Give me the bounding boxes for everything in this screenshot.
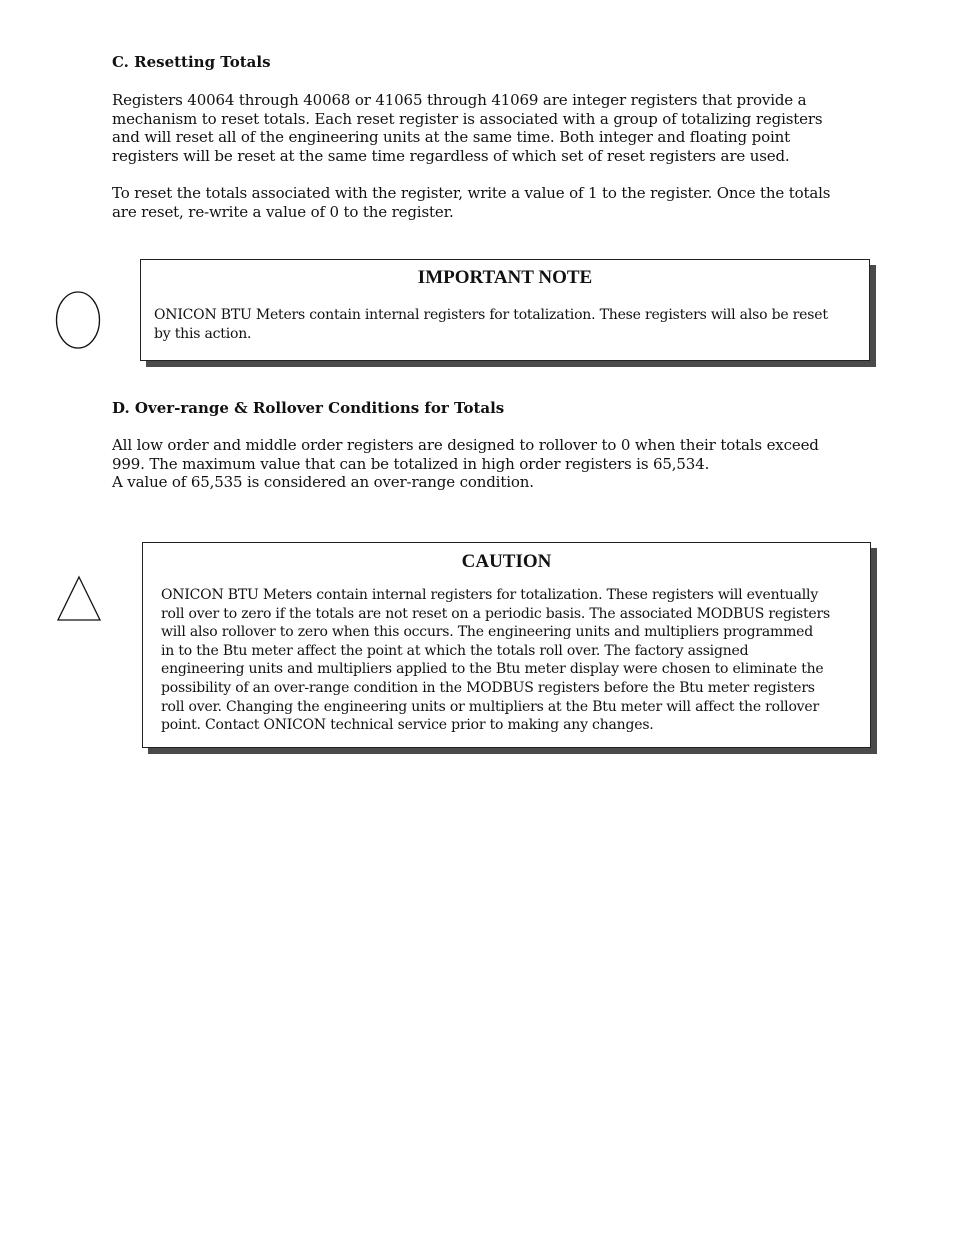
note-line: by this action. bbox=[154, 325, 252, 342]
important-note-box bbox=[140, 259, 870, 361]
note-line: ONICON BTU Meters contain internal registers for totalization. These registers will also be reset bbox=[154, 307, 828, 323]
paragraph-line: and will reset all of the engineering units at the same time. Both integer and floating point bbox=[112, 128, 790, 147]
caution-line: roll over to zero if the totals are not reset on a periodic basis. The associated MODBUS registers bbox=[161, 605, 830, 622]
paragraph-line: To reset the totals associated with the register, write a value of 1 to the register. Once the totals bbox=[112, 184, 831, 202]
caution-line: point. Contact ONICON technical service prior to making any changes. bbox=[161, 717, 654, 734]
paragraph-line: registers will be reset at the same time regardless of which set of reset registers are used. bbox=[112, 147, 790, 166]
paragraph-line: mechanism to reset totals. Each reset register is associated with a group of totalizing registers bbox=[112, 109, 823, 128]
caution-title: CAUTION bbox=[461, 551, 552, 572]
paragraph-line: Registers 40064 through 40068 or 41065 through 41069 are integer registers that provide a bbox=[112, 91, 807, 109]
paragraph-line: are reset, re-write a value of 0 to the register. bbox=[112, 202, 454, 221]
section-c-heading: C. Resetting Totals bbox=[112, 53, 271, 71]
caution-box bbox=[142, 542, 871, 748]
oval-icon bbox=[55, 290, 101, 350]
caution-body bbox=[161, 586, 830, 735]
caution-line: roll over. Changing the engineering units or multipliers at the Btu meter will affect the rollover bbox=[161, 698, 819, 715]
important-note-title: IMPORTANT NOTE bbox=[417, 267, 593, 288]
caution-line: in to the Btu meter affect the point at which the totals roll over. The factory assigned bbox=[161, 642, 749, 659]
section-d-heading: D. Over-range & Rollover Conditions for Totals bbox=[112, 399, 505, 417]
caution-line: engineering units and multipliers applied to the Btu meter display were chosen to eliminate the bbox=[161, 661, 824, 678]
important-note-body bbox=[154, 306, 828, 343]
paragraph-line: All low order and middle order registers are designed to rollover to 0 when their totals exceed bbox=[112, 436, 819, 454]
caution-line: will also rollover to zero when this occurs. The engineering units and multipliers programmed bbox=[161, 624, 813, 641]
section-c-paragraph-1 bbox=[112, 91, 858, 166]
paragraph-line: 999. The maximum value that can be totalized in high order registers is 65,534. bbox=[112, 454, 710, 473]
section-c-paragraph-2 bbox=[112, 184, 858, 221]
section-d-paragraph bbox=[112, 436, 858, 492]
caution-line: ONICON BTU Meters contain internal registers for totalization. These registers will eventually bbox=[161, 587, 819, 603]
paragraph-line: A value of 65,535 is considered an over-range condition. bbox=[112, 473, 534, 492]
warning-triangle-icon bbox=[55, 575, 103, 623]
caution-line: possibility of an over-range condition in the MODBUS registers before the Btu meter registers bbox=[161, 679, 815, 696]
